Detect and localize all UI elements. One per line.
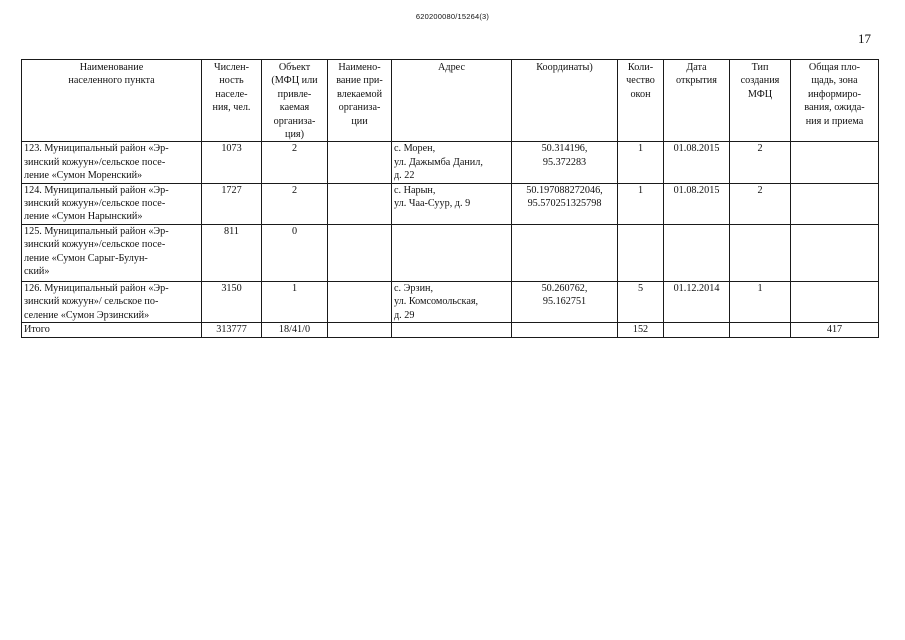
column-header-population: Числен- ность населе- ния, чел. — [202, 60, 262, 142]
cell-organization — [328, 224, 392, 281]
total-label: Итого — [22, 323, 202, 337]
cell-address: с. Нарын, ул. Чаа-Суур, д. 9 — [392, 183, 512, 224]
total-windows: 152 — [618, 323, 664, 337]
table-row — [22, 142, 879, 183]
table-row — [22, 224, 879, 281]
total-object: 18/41/0 — [262, 323, 328, 337]
cell-area — [791, 183, 879, 224]
cell-settlement: 124. Муниципальный район «Эр- зинский кожуун»/сельское посе- ление «Сумон Нарынский» — [22, 183, 202, 224]
cell-object: 2 — [262, 183, 328, 224]
cell-windows: 1 — [618, 183, 664, 224]
cell-address — [392, 224, 512, 281]
cell-area — [791, 224, 879, 281]
table-row — [22, 183, 879, 224]
total-organization — [328, 323, 392, 337]
total-area: 417 — [791, 323, 879, 337]
cell-mfc-type: 2 — [730, 183, 791, 224]
column-header-coordinates: Координаты) — [512, 60, 618, 142]
column-header-opening-date: Дата открытия — [664, 60, 730, 142]
cell-population: 811 — [202, 224, 262, 281]
cell-settlement: 125. Муниципальный район «Эр- зинский кожуун»/сельское посе- ление «Сумон Сарыг-Булун- ский» — [22, 224, 202, 281]
column-header-object: Объект (МФЦ или привле- каемая организа- ция) — [262, 60, 328, 142]
total-mfc-type — [730, 323, 791, 337]
cell-opening-date — [664, 224, 730, 281]
total-population: 313777 — [202, 323, 262, 337]
column-header-organization: Наимено- вание при- влекаемой организа- ции — [328, 60, 392, 142]
cell-address: с. Морен, ул. Дажымба Данил, д. 22 — [392, 142, 512, 183]
cell-windows: 5 — [618, 281, 664, 322]
cell-windows — [618, 224, 664, 281]
cell-opening-date: 01.08.2015 — [664, 142, 730, 183]
cell-area — [791, 142, 879, 183]
cell-coordinates: 50.314196, 95.372283 — [512, 142, 618, 183]
cell-coordinates: 50.260762, 95.162751 — [512, 281, 618, 322]
cell-opening-date: 01.12.2014 — [664, 281, 730, 322]
cell-coordinates — [512, 224, 618, 281]
cell-organization — [328, 281, 392, 322]
cell-object: 2 — [262, 142, 328, 183]
total-opening-date — [664, 323, 730, 337]
column-header-mfc-type: Тип создания МФЦ — [730, 60, 791, 142]
cell-settlement: 126. Муниципальный район «Эр- зинский кожуун»/ сельское по- селение «Сумон Эрзинский» — [22, 281, 202, 322]
table-header-row — [22, 60, 879, 142]
column-header-address: Адрес — [392, 60, 512, 142]
mfc-table — [21, 59, 879, 338]
cell-organization — [328, 142, 392, 183]
cell-mfc-type: 2 — [730, 142, 791, 183]
total-address — [392, 323, 512, 337]
cell-windows: 1 — [618, 142, 664, 183]
total-coordinates — [512, 323, 618, 337]
document-code: 620200080/15264(3) — [415, 12, 490, 21]
table-row — [22, 281, 879, 322]
cell-population: 1073 — [202, 142, 262, 183]
cell-area — [791, 281, 879, 322]
cell-mfc-type — [730, 224, 791, 281]
cell-mfc-type: 1 — [730, 281, 791, 322]
cell-organization — [328, 183, 392, 224]
cell-settlement: 123. Муниципальный район «Эр- зинский кожуун»/сельское посе- ление «Сумон Моренский» — [22, 142, 202, 183]
page-number: 17 — [858, 31, 871, 46]
cell-opening-date: 01.08.2015 — [664, 183, 730, 224]
column-header-settlement: Наименование населенного пункта — [22, 60, 202, 142]
cell-population: 3150 — [202, 281, 262, 322]
cell-object: 1 — [262, 281, 328, 322]
table-total-row — [22, 323, 879, 337]
cell-population: 1727 — [202, 183, 262, 224]
cell-address: с. Эрзин, ул. Комсомольская, д. 29 — [392, 281, 512, 322]
cell-coordinates: 50.197088272046, 95.570251325798 — [512, 183, 618, 224]
column-header-windows: Коли- чество окон — [618, 60, 664, 142]
column-header-area: Общая пло- щадь, зона информиро- вания, ожида- ния и приема — [791, 60, 879, 142]
cell-object: 0 — [262, 224, 328, 281]
